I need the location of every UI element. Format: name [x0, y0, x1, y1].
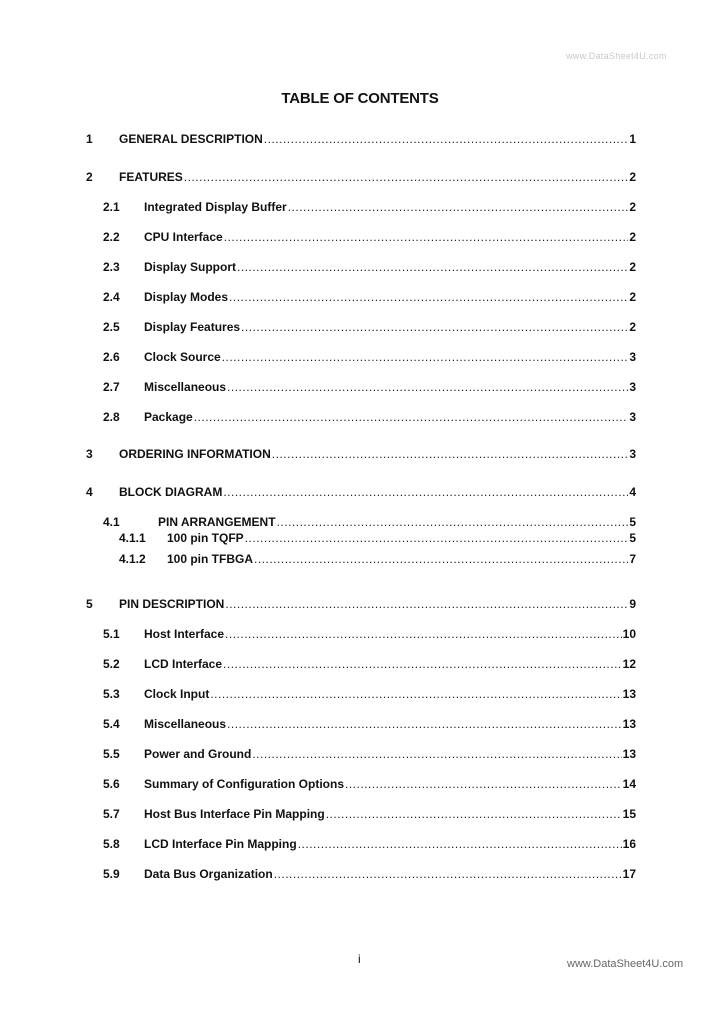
- toc-label: PIN ARRANGEMENT: [158, 515, 276, 529]
- toc-leader: [241, 319, 628, 335]
- page-number: i: [358, 952, 361, 966]
- watermark-bottom[interactable]: www.DataSheet4U.com: [567, 958, 684, 970]
- toc-entry-5-6[interactable]: [103, 776, 636, 792]
- toc-leader: [254, 551, 628, 567]
- toc-page: 3: [629, 447, 636, 461]
- toc-entry-5[interactable]: [86, 596, 636, 612]
- toc-label: ORDERING INFORMATION: [119, 447, 271, 461]
- toc-leader: [225, 596, 628, 612]
- toc-label: Power and Ground: [144, 747, 252, 761]
- page-title: TABLE OF CONTENTS: [281, 90, 439, 107]
- toc-label: Clock Source: [144, 350, 221, 364]
- toc-page: 13: [622, 747, 636, 761]
- toc-leader: [224, 229, 629, 245]
- toc-page: 9: [629, 597, 636, 611]
- toc-entry-2[interactable]: [86, 169, 636, 185]
- toc-label: Display Features: [144, 320, 241, 334]
- toc-leader: [274, 866, 622, 882]
- toc-entry-2-8[interactable]: [103, 409, 636, 425]
- toc-label: FEATURES: [119, 170, 183, 184]
- toc-page: 2: [629, 320, 636, 334]
- toc-label: Host Bus Interface Pin Mapping: [144, 807, 325, 821]
- toc-entry-2-7[interactable]: [103, 379, 636, 395]
- toc-entry-1[interactable]: [86, 131, 636, 147]
- toc-entry-5-7[interactable]: [103, 806, 636, 822]
- toc-leader: [345, 776, 622, 792]
- toc-num: 5.2: [103, 657, 120, 671]
- toc-label: Summary of Configuration Options: [144, 777, 344, 791]
- toc-page: 2: [629, 290, 636, 304]
- toc-entry-2-6[interactable]: [103, 349, 636, 365]
- toc-entry-2-2[interactable]: [103, 229, 636, 245]
- toc-num: 2.3: [103, 260, 120, 274]
- toc-num: 4.1.1: [119, 531, 146, 545]
- toc-label: Data Bus Organization: [144, 867, 273, 881]
- toc-leader: [194, 409, 629, 425]
- toc-page: 2: [629, 200, 636, 214]
- toc-leader: [223, 484, 628, 500]
- toc-num: 5.7: [103, 807, 120, 821]
- toc-num: 2.1: [103, 200, 120, 214]
- toc-num: 2.5: [103, 320, 120, 334]
- toc-page: 14: [622, 777, 636, 791]
- toc-leader: [225, 626, 622, 642]
- toc-entry-5-1[interactable]: [103, 626, 636, 642]
- toc-page: 5: [629, 515, 636, 529]
- toc-num: 2.6: [103, 350, 120, 364]
- toc-entry-2-1[interactable]: [103, 199, 636, 215]
- toc-num: 5.9: [103, 867, 120, 881]
- toc-page: 2: [629, 170, 636, 184]
- toc-page: 7: [629, 552, 636, 566]
- toc-leader: [229, 289, 628, 305]
- toc-num: 2: [86, 170, 93, 184]
- toc-leader: [288, 199, 629, 215]
- toc-label: LCD Interface: [144, 657, 223, 671]
- toc-leader: [227, 379, 628, 395]
- toc-num: 2.2: [103, 230, 120, 244]
- toc-num: 2.4: [103, 290, 120, 304]
- toc-num: 5.5: [103, 747, 120, 761]
- toc-label: Package: [144, 410, 193, 424]
- toc-label: Miscellaneous: [144, 380, 227, 394]
- toc-label: 100 pin TQFP: [167, 531, 244, 545]
- toc-entry-5-4[interactable]: [103, 716, 636, 732]
- toc-num: 4.1: [103, 515, 120, 529]
- toc-page: 2: [629, 230, 636, 244]
- toc-label: Host Interface: [144, 627, 225, 641]
- toc-leader: [326, 806, 622, 822]
- toc-leader: [210, 686, 621, 702]
- toc-page: 15: [622, 807, 636, 821]
- toc-leader: [298, 836, 622, 852]
- toc-num: 5.6: [103, 777, 120, 791]
- toc-num: 4.1.2: [119, 552, 146, 566]
- toc-num: 5.4: [103, 717, 120, 731]
- toc-page: 5: [629, 531, 636, 545]
- toc-leader: [264, 131, 629, 147]
- watermark-top: www.DataSheet4U.com: [566, 51, 667, 61]
- toc-num: 5.3: [103, 687, 120, 701]
- toc-entry-5-9[interactable]: [103, 866, 636, 882]
- toc-num: 5.1: [103, 627, 120, 641]
- toc-label: Display Support: [144, 260, 237, 274]
- toc-leader: [272, 446, 629, 462]
- toc-label: Miscellaneous: [144, 717, 227, 731]
- toc-entry-5-8[interactable]: [103, 836, 636, 852]
- toc-entry-5-5[interactable]: [103, 746, 636, 762]
- toc-entry-2-3[interactable]: [103, 259, 636, 275]
- toc-num: 5.8: [103, 837, 120, 851]
- toc-label: 100 pin TFBGA: [167, 552, 254, 566]
- toc-num: 2.7: [103, 380, 120, 394]
- toc-page: 12: [622, 657, 636, 671]
- toc-num: 1: [86, 132, 93, 146]
- toc-entry-4-1-2[interactable]: [119, 551, 636, 567]
- toc-leader: [252, 746, 621, 762]
- toc-page: 16: [622, 837, 636, 851]
- toc-num: 4: [86, 485, 93, 499]
- toc-leader: [184, 169, 629, 185]
- toc-leader: [245, 530, 629, 546]
- toc-entry-2-5[interactable]: [103, 319, 636, 335]
- toc-entry-5-2[interactable]: [103, 656, 636, 672]
- toc-label: BLOCK DIAGRAM: [119, 485, 223, 499]
- toc-page: 13: [622, 687, 636, 701]
- toc-leader: [237, 259, 628, 275]
- toc-page: 3: [629, 380, 636, 394]
- toc-label: CPU Interface: [144, 230, 223, 244]
- toc-page: 3: [629, 350, 636, 364]
- toc-label: Display Modes: [144, 290, 229, 304]
- toc-leader: [227, 716, 622, 732]
- toc-leader: [223, 656, 622, 672]
- toc-label: Integrated Display Buffer: [144, 200, 287, 214]
- toc-page: 1: [629, 132, 636, 146]
- toc-num: 5: [86, 597, 93, 611]
- toc-entry-4-1[interactable]: [103, 514, 636, 530]
- toc-entry-2-4[interactable]: [103, 289, 636, 305]
- toc-label: GENERAL DESCRIPTION: [119, 132, 263, 146]
- toc-page: 3: [629, 410, 636, 424]
- toc-label: PIN DESCRIPTION: [119, 597, 225, 611]
- toc-entry-4-1-1[interactable]: [119, 530, 636, 546]
- toc-num: 2.8: [103, 410, 120, 424]
- toc-num: 3: [86, 447, 93, 461]
- toc-page: 10: [622, 627, 636, 641]
- toc-leader: [222, 349, 629, 365]
- toc-page: 2: [629, 260, 636, 274]
- toc-entry-5-3[interactable]: [103, 686, 636, 702]
- toc-label: Clock Input: [144, 687, 210, 701]
- toc-page: 17: [622, 867, 636, 881]
- toc-entry-3[interactable]: [86, 446, 636, 462]
- toc-label: LCD Interface Pin Mapping: [144, 837, 297, 851]
- toc-entry-4[interactable]: [86, 484, 636, 500]
- toc-leader: [277, 514, 629, 530]
- toc-page: 4: [629, 485, 636, 499]
- toc-page: 13: [622, 717, 636, 731]
